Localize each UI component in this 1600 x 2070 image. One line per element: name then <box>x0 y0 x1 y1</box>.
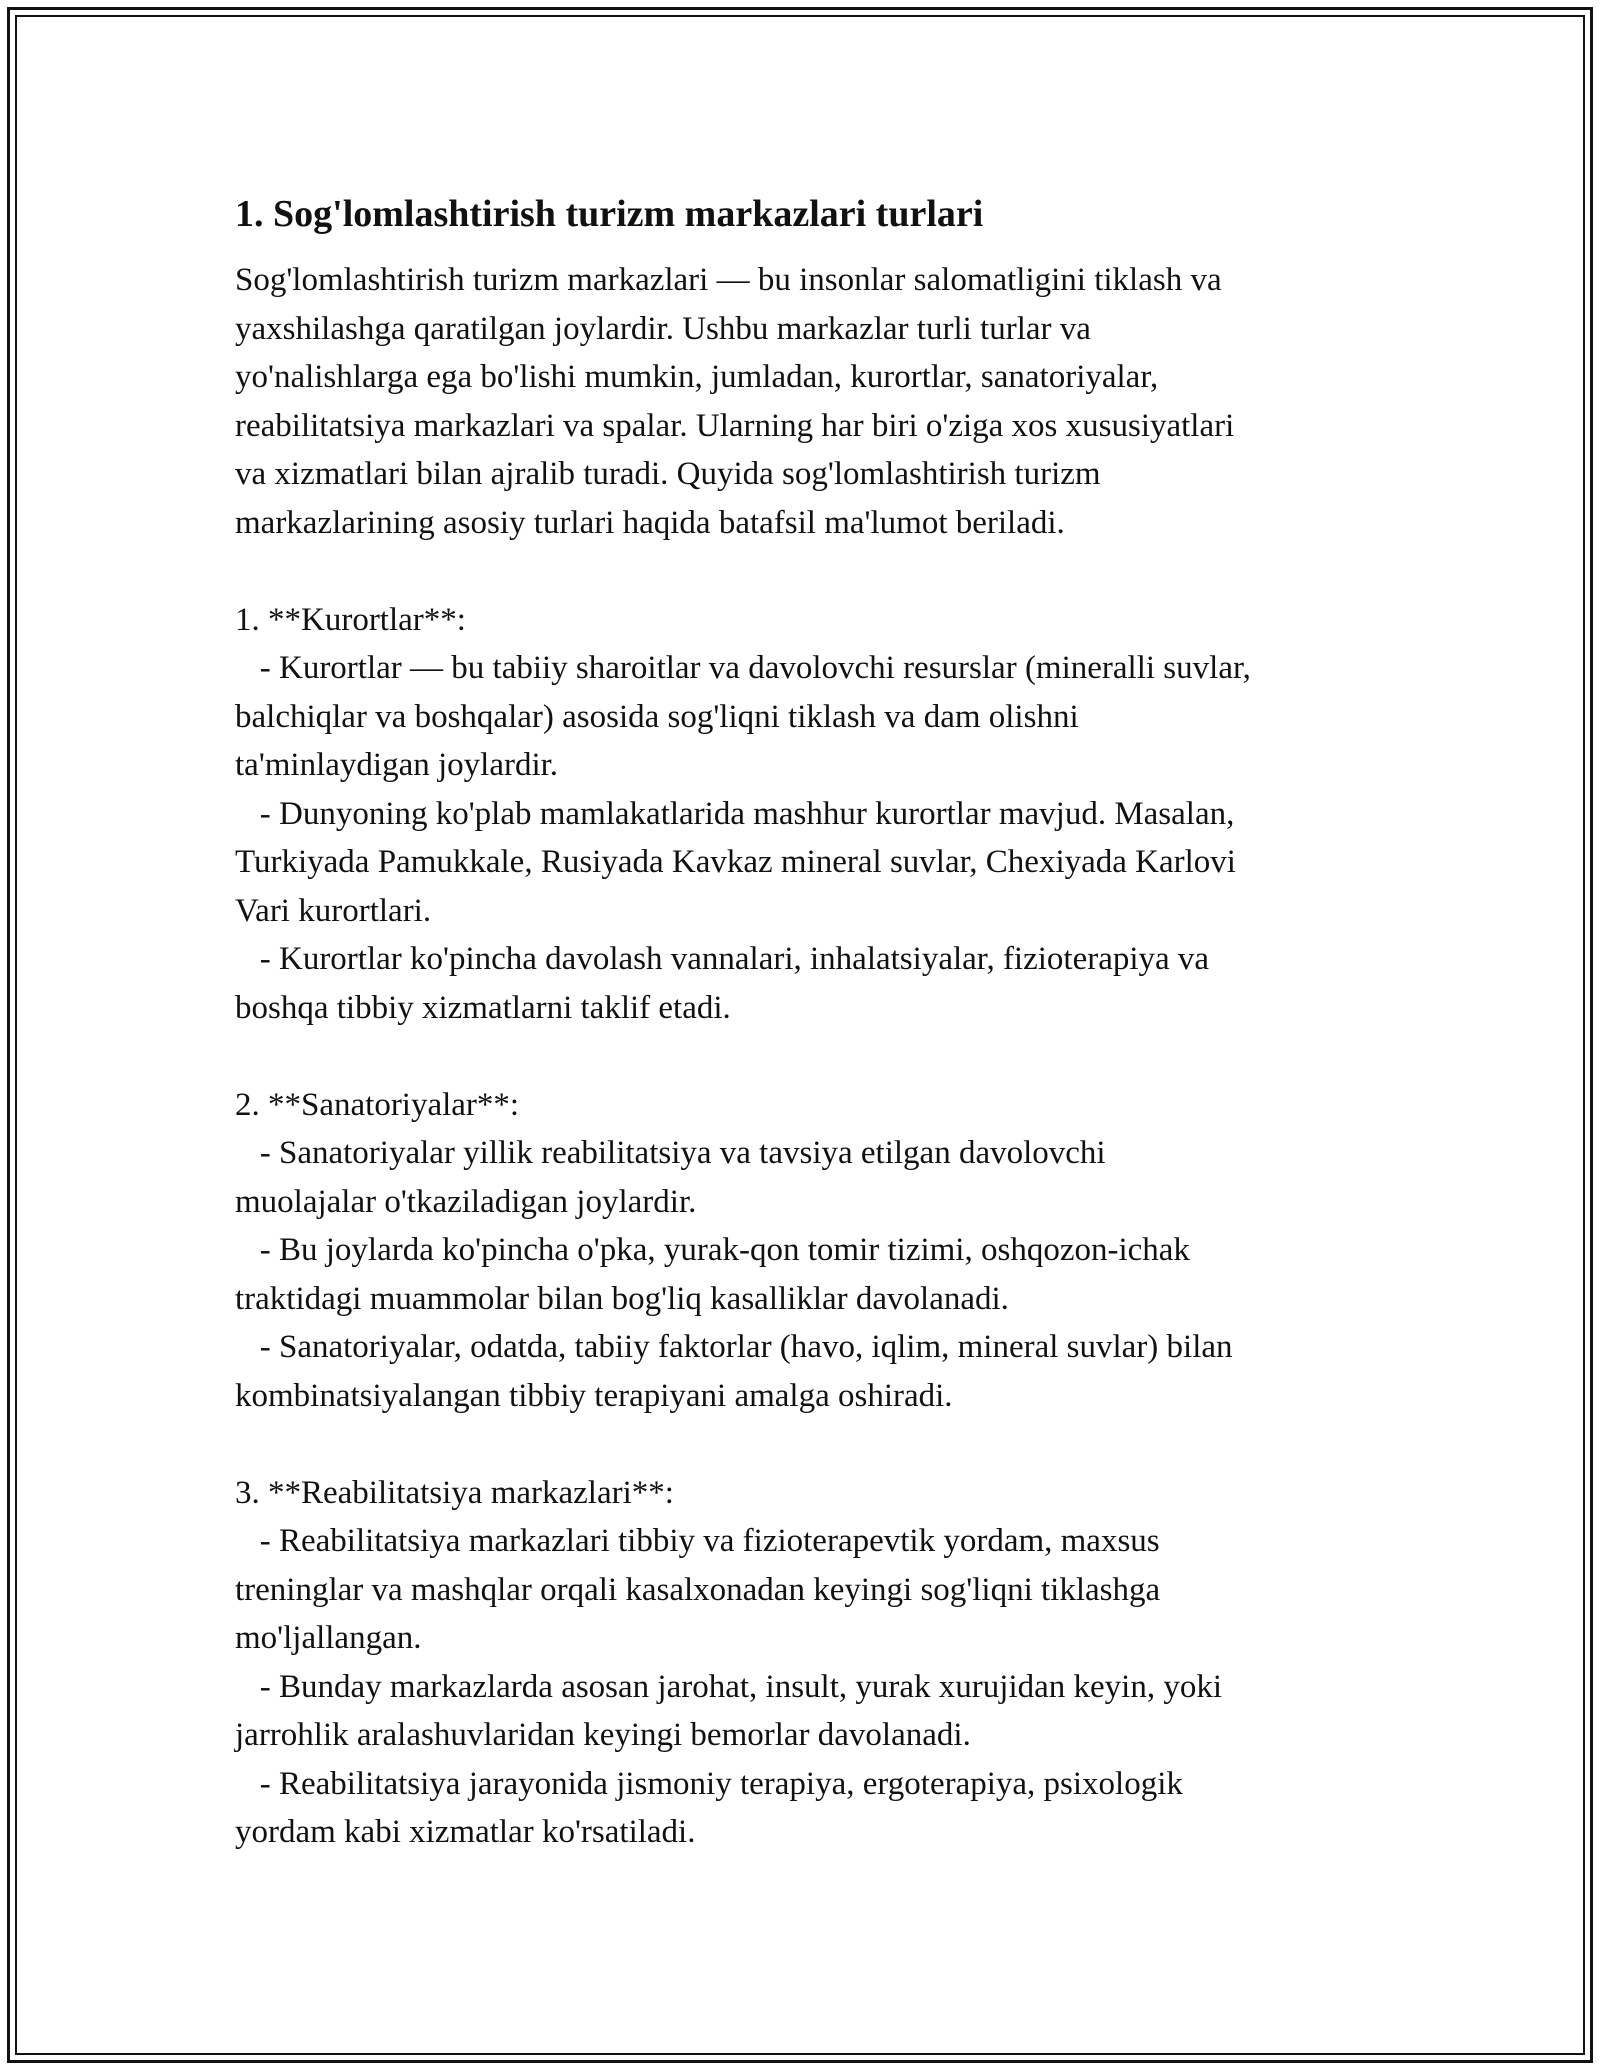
document-content <box>235 188 1385 1857</box>
document-body: Sog'lomlashtirish turizm markazlari — bu insonlar salomatligini tiklash va yaxshilashga qaratilgan joylardir. Ushbu markazlar turli turlar va yo'nalishlarga ega bo'lishi mumkin, jumladan, kurortlar, sanatoriyalar, reabilitatsiya markazlari va spalar. Ularning har biri o'ziga xos xususiyatlari va xizmatlari bilan ajralib turadi. Quyida sog'lomlashtirish turizm markazlarining asosiy turlari haqida batafsil ma'lumot beriladi. 1. **Kurortlar**: - Kurortlar — bu tabiiy sharoitlar va davolovchi resurslar (mineralli suvlar, balchiqlar va boshqalar) asosida sog'liqni tiklash va dam olishni ta'minlaydigan joylardir. - Dunyoning ko'plab mamlakatlarida mashhur kurortlar mavjud. Masalan, Turkiyada Pamukkale, Rusiyada Kavkaz mineral suvlar, Chexiyada Karlovi Vari kurortlari. - Kurortlar ko'pincha davolash vannalari, inhalatsiyalar, fizioterapiya va boshqa tibbiy xizmatlarni taklif etadi. 2. **Sanatoriyalar**: - Sanatoriyalar yillik reabilitatsiya va tavsiya etilgan davolovchi muolajalar o'tkaziladigan joylardir. - Bu joylarda ko'pincha o'pka, yurak-qon tomir tizimi, oshqozon-ichak traktidagi muammolar bilan bog'liq kasalliklar davolanadi. - Sanatoriyalar, odatda, tabiiy faktorlar (havo, iqlim, mineral suvlar) bilan kombinatsiyalangan tibbiy terapiyani amalga oshiradi. 3. **Reabilitatsiya markazlari**: - Reabilitatsiya markazlari tibbiy va fizioterapevtik yordam, maxsus treninglar va mashqlar orqali kasalxonadan keyingi sog'liqni tiklashga mo'ljallangan. - Bunday markazlarda asosan jarohat, insult, yurak xurujidan keyin, yoki jarrohlik aralashuvlaridan keyingi bemorlar davolanadi. - Reabilitatsiya jarayonida jismoniy terapiya, ergoterapiya, psixologik yordam kabi xizmatlar ko'rsatiladi. <box>235 262 1251 1850</box>
document-title: 1. Sog'lomlashtirish turizm markazlari turlari <box>235 193 984 235</box>
